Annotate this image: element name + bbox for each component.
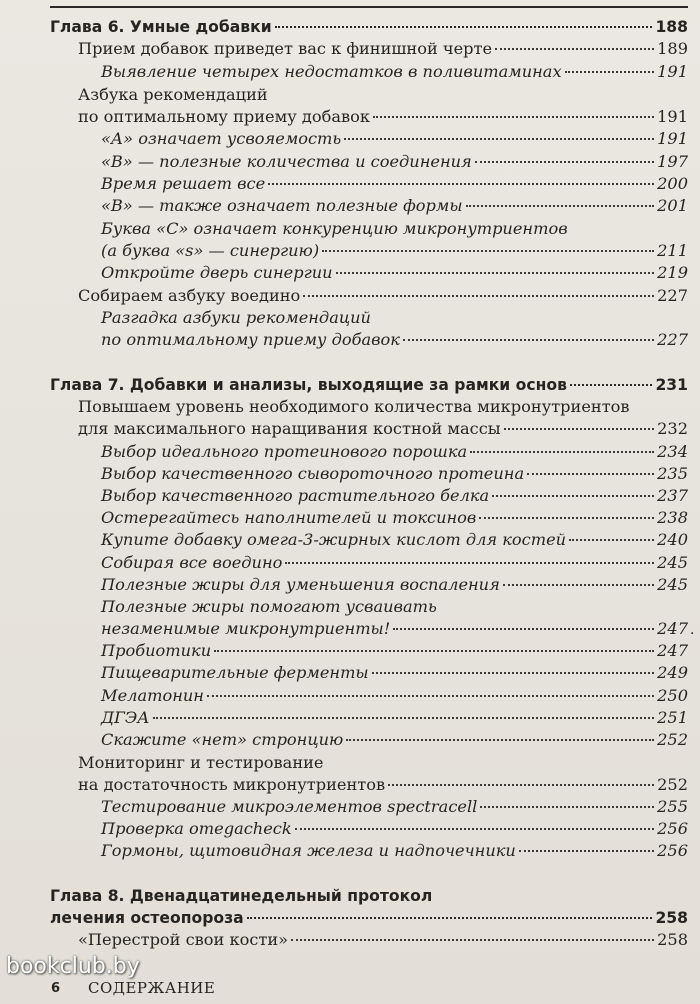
toc-entry-title: Пробиотики bbox=[101, 641, 212, 660]
toc-entry bbox=[101, 596, 688, 618]
toc-entry bbox=[78, 106, 688, 128]
dot-leader bbox=[373, 116, 654, 118]
toc-page-number: 255 bbox=[657, 797, 688, 816]
toc-entry bbox=[101, 61, 688, 83]
toc-entry-title: Полезные жиры помогают усваивать bbox=[101, 597, 437, 616]
toc-entry-title: Выбор качественного сывороточного протеина bbox=[101, 464, 525, 483]
dot-leader bbox=[403, 339, 654, 341]
toc-entry bbox=[101, 796, 688, 818]
toc-page-number: 256 bbox=[657, 819, 688, 838]
dot-leader bbox=[153, 717, 655, 719]
dot-leader bbox=[479, 517, 654, 519]
toc-entry-title: (а буква «s» — синергию) bbox=[101, 241, 320, 260]
toc-entry bbox=[78, 285, 688, 307]
toc-entry bbox=[101, 441, 688, 463]
toc-entry bbox=[101, 173, 688, 195]
dot-leader bbox=[565, 71, 655, 73]
toc-page-number: 227 bbox=[657, 286, 688, 305]
dot-leader bbox=[495, 48, 654, 50]
toc-entry bbox=[101, 329, 688, 351]
toc-entry bbox=[101, 618, 688, 640]
margin-dot: · bbox=[690, 626, 695, 642]
dot-leader bbox=[527, 473, 654, 475]
toc-entry-title: Гормоны, щитовидная железа и надпочечники bbox=[101, 841, 516, 860]
dot-leader bbox=[504, 428, 654, 430]
dot-leader bbox=[322, 250, 654, 252]
toc-entry-title: Глава 6. Умные добавки bbox=[50, 18, 272, 36]
toc-entry-title: Выбор идеального протеинового порошка bbox=[101, 442, 468, 461]
dot-leader bbox=[303, 295, 654, 297]
dot-leader bbox=[393, 628, 654, 630]
toc-page-number: 227 bbox=[657, 330, 688, 349]
toc-entry-title: «В» — также означает полезные формы bbox=[101, 196, 463, 215]
toc-entry-title: Проверка omegacheck bbox=[101, 819, 292, 838]
toc-page-number: 240 bbox=[657, 530, 688, 549]
dot-leader bbox=[214, 650, 654, 652]
toc-entry-title: Выявление четырех недостатков в поливитаминах bbox=[101, 62, 562, 81]
toc-page-number: 252 bbox=[657, 730, 688, 749]
toc-entry-title: «В» — полезные количества и соединения bbox=[101, 152, 472, 171]
dot-leader bbox=[570, 384, 652, 386]
toc-entry-title: Мелатонин bbox=[101, 686, 204, 705]
toc-entry-title: по оптимальному приему добавок bbox=[78, 107, 370, 126]
toc-entry-title: Мониторинг и тестирование bbox=[78, 753, 324, 772]
toc-page-number: 249 bbox=[657, 663, 688, 682]
toc-page-number: 211 bbox=[657, 241, 688, 260]
toc-entry bbox=[101, 729, 688, 751]
toc-entry-title: Разгадка азбуки рекомендаций bbox=[101, 308, 371, 327]
toc-page-number: 245 bbox=[657, 575, 688, 594]
toc-entry-title: Остерегайтесь наполнителей и токсинов bbox=[101, 508, 477, 527]
dot-leader bbox=[569, 539, 654, 541]
toc-page-number: 251 bbox=[657, 708, 688, 727]
toc-entry bbox=[78, 929, 688, 951]
toc-chapter-entry bbox=[50, 907, 688, 929]
footer-page-number: 6 bbox=[51, 981, 61, 996]
toc-page-number: 188 bbox=[655, 18, 688, 36]
toc-page-number: 247 bbox=[657, 619, 688, 638]
toc-entry bbox=[78, 396, 688, 418]
toc-chapter-entry bbox=[50, 374, 688, 396]
toc-entry-title: Азбука рекомендаций bbox=[78, 85, 268, 104]
toc-entry-title: Буква «С» означает конкуренцию микронутриентов bbox=[101, 219, 568, 238]
toc-entry-title: Прием добавок приведет вас к финишной черте bbox=[78, 39, 493, 58]
toc-entry bbox=[78, 84, 688, 106]
toc-page-number: 232 bbox=[657, 419, 688, 438]
toc-entry-title: Купите добавку омега-3-жирных кислот для костей bbox=[101, 530, 567, 549]
toc-entry-title: Собирая все воедино bbox=[101, 553, 283, 572]
toc-entry bbox=[101, 574, 688, 596]
toc-entry bbox=[101, 307, 688, 329]
dot-leader bbox=[207, 695, 654, 697]
dot-leader bbox=[247, 917, 653, 919]
toc-entry bbox=[78, 774, 688, 796]
toc-entry bbox=[101, 240, 688, 262]
toc-entry bbox=[78, 38, 688, 60]
toc-entry-title: по оптимальному приему добавок bbox=[101, 330, 400, 349]
dot-leader bbox=[275, 26, 653, 28]
toc-entry bbox=[101, 640, 688, 662]
toc-page-number: 201 bbox=[657, 196, 688, 215]
toc-entry bbox=[78, 418, 688, 440]
toc-page-number: 247 bbox=[657, 641, 688, 660]
toc-entry bbox=[101, 529, 688, 551]
toc-entry bbox=[101, 840, 688, 862]
toc-entry-title: «А» означает усвояемость bbox=[101, 129, 342, 148]
toc-entry-title: Глава 8. Двенадцатинедельный протокол bbox=[50, 887, 433, 905]
toc-page-number: 219 bbox=[657, 263, 688, 282]
toc-entry bbox=[101, 195, 688, 217]
toc-entry bbox=[101, 507, 688, 529]
toc-entry-title: Тестирование микроэлементов spectracell bbox=[101, 797, 478, 816]
toc-entry bbox=[101, 685, 688, 707]
dot-leader bbox=[466, 205, 655, 207]
dot-leader bbox=[344, 138, 654, 140]
toc-page-number: 250 bbox=[657, 686, 688, 705]
dot-leader bbox=[480, 806, 654, 808]
dot-leader bbox=[372, 672, 654, 674]
toc-chapter-entry bbox=[50, 16, 688, 38]
toc-page-number: 189 bbox=[657, 39, 688, 58]
toc-entry-title: Пищеварительные ферменты bbox=[101, 663, 369, 682]
toc-page-number: 200 bbox=[657, 174, 688, 193]
toc-entry-title: Скажите «нет» стронцию bbox=[101, 730, 344, 749]
dot-leader bbox=[470, 451, 654, 453]
dot-leader bbox=[492, 495, 654, 497]
watermark: bookclub.by bbox=[6, 954, 140, 979]
toc-entry bbox=[101, 218, 688, 240]
top-rule bbox=[50, 6, 688, 8]
toc-page-number: 191 bbox=[657, 62, 688, 81]
toc-page-number: 235 bbox=[657, 464, 688, 483]
dot-leader bbox=[268, 183, 654, 185]
toc-page-number: 258 bbox=[657, 930, 688, 949]
toc-page-number: 252 bbox=[657, 775, 688, 794]
dot-leader bbox=[503, 584, 654, 586]
toc-entry-title: для максимального наращивания костной массы bbox=[78, 419, 501, 438]
dot-leader bbox=[285, 562, 654, 564]
toc-entry bbox=[78, 752, 688, 774]
toc-entry-title: на достаточность микронутриентов bbox=[78, 775, 386, 794]
toc-entry bbox=[101, 662, 688, 684]
toc-page-number: 237 bbox=[657, 486, 688, 505]
toc-page-number: 191 bbox=[657, 129, 688, 148]
toc-entry-title: Собираем азбуку воедино bbox=[78, 286, 301, 305]
toc-entry-title: Полезные жиры для уменьшения воспаления bbox=[101, 575, 500, 594]
toc-page-number: 258 bbox=[655, 909, 688, 927]
dot-leader bbox=[346, 739, 654, 741]
toc-entry bbox=[101, 128, 688, 150]
toc-entry bbox=[101, 485, 688, 507]
toc-entry-title: Повышаем уровень необходимого количества микронутриентов bbox=[78, 397, 630, 416]
dot-leader bbox=[388, 784, 654, 786]
toc-page-number: 231 bbox=[655, 376, 688, 394]
toc-entry-title: «Перестрой свои кости» bbox=[78, 930, 289, 949]
toc-entry-title: Глава 7. Добавки и анализы, выходящие за рамки основ bbox=[50, 376, 567, 394]
toc-entry-title: незаменимые микронутриенты! bbox=[101, 619, 391, 638]
toc-chapter-entry bbox=[50, 885, 688, 907]
toc-page-number: 191 bbox=[657, 107, 688, 126]
dot-leader bbox=[336, 272, 654, 274]
toc-entry bbox=[101, 707, 688, 729]
toc-entry-title: ДГЭА bbox=[101, 708, 150, 727]
toc-page-number: 238 bbox=[657, 508, 688, 527]
toc-page-number: 245 bbox=[657, 553, 688, 572]
toc-entry-title: Время решает все bbox=[101, 174, 266, 193]
toc-entry bbox=[101, 151, 688, 173]
toc-entry bbox=[101, 262, 688, 284]
toc-page-number: 197 bbox=[657, 152, 688, 171]
toc-page-number: 256 bbox=[657, 841, 688, 860]
dot-leader bbox=[291, 939, 654, 941]
toc-entry-title: лечения остеопороза bbox=[50, 909, 244, 927]
dot-leader bbox=[295, 828, 654, 830]
toc-entry bbox=[101, 818, 688, 840]
dot-leader bbox=[519, 850, 654, 852]
toc-entry-title: Откройте дверь синергии bbox=[101, 263, 333, 282]
footer-section-title: СОДЕРЖАНИЕ bbox=[88, 979, 216, 997]
toc-entry-title: Выбор качественного растительного белка bbox=[101, 486, 490, 505]
toc-page-number: 234 bbox=[657, 442, 688, 461]
toc-entry bbox=[101, 463, 688, 485]
dot-leader bbox=[475, 161, 654, 163]
toc-entry bbox=[101, 552, 688, 574]
